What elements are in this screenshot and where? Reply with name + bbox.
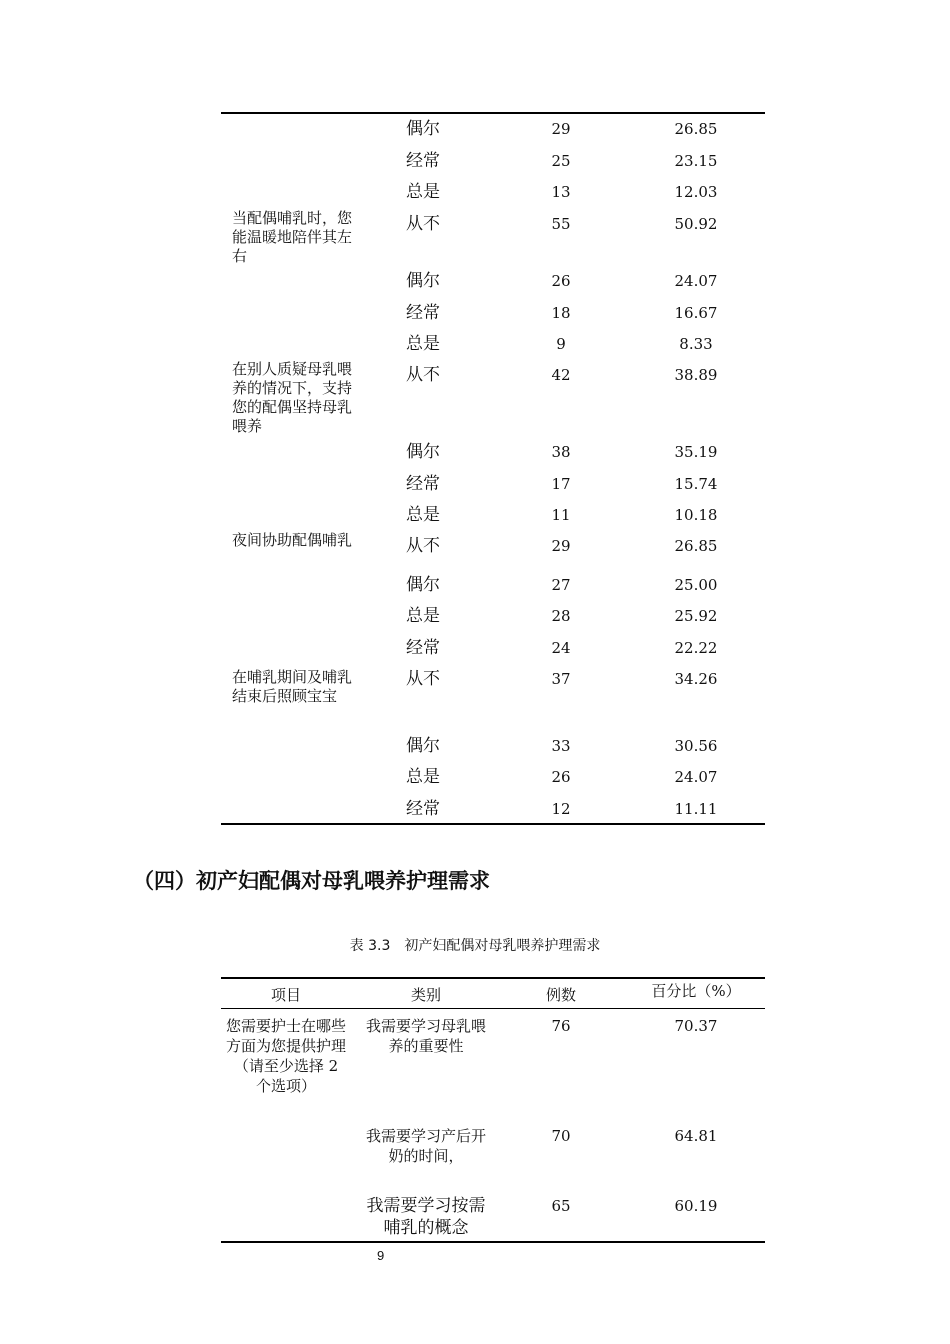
- percent-cell: 22.22: [674, 639, 718, 657]
- count-cell: 12: [551, 800, 571, 818]
- category-cell: 偶尔: [406, 442, 440, 462]
- count-cell: 13: [551, 183, 571, 201]
- item-cell: 在哺乳期间及哺乳结束后照顾宝宝: [232, 668, 353, 705]
- category-cell: 经常: [406, 474, 440, 494]
- percent-cell: 24.07: [674, 768, 718, 786]
- count-cell: 11: [551, 506, 571, 524]
- count-cell: 9: [556, 335, 566, 353]
- percent-cell: 11.11: [674, 800, 718, 818]
- percent-cell: 60.19: [674, 1197, 718, 1215]
- count-cell: 29: [551, 120, 571, 138]
- count-cell: 27: [551, 576, 571, 594]
- percent-cell: 30.56: [674, 737, 718, 755]
- category-cell: 总是: [406, 505, 440, 525]
- percent-cell: 70.37: [674, 1017, 718, 1035]
- count-cell: 28: [551, 607, 571, 625]
- percent-cell: 26.85: [674, 537, 718, 555]
- table2-top-rule: [221, 977, 765, 979]
- count-cell: 70: [551, 1127, 571, 1145]
- percent-cell: 10.18: [674, 506, 718, 524]
- count-cell: 26: [551, 768, 571, 786]
- percent-cell: 35.19: [674, 443, 718, 461]
- count-cell: 65: [551, 1197, 571, 1215]
- count-cell: 26: [551, 272, 571, 290]
- percent-cell: 8.33: [679, 335, 713, 353]
- header-percent: 百分比（%）: [651, 982, 741, 1000]
- percent-cell: 64.81: [674, 1127, 718, 1145]
- section-heading: （四）初产妇配偶对母乳喂养护理需求: [133, 869, 490, 893]
- percent-cell: 25.92: [674, 607, 718, 625]
- count-cell: 25: [551, 152, 571, 170]
- table1-bottom-rule: [221, 823, 765, 825]
- percent-cell: 16.67: [674, 304, 718, 322]
- percent-cell: 23.15: [674, 152, 718, 170]
- percent-cell: 15.74: [674, 475, 718, 493]
- item-cell: 在别人质疑母乳喂养的情况下，支持您的配偶坚持母乳喂养: [232, 360, 353, 435]
- count-cell: 37: [551, 670, 571, 688]
- percent-cell: 12.03: [674, 183, 718, 201]
- category-cell: 我需要学习产后开奶的时间，: [366, 1127, 487, 1165]
- count-cell: 38: [551, 443, 571, 461]
- header-item: 项目: [270, 986, 301, 1004]
- item-cell: 当配偶哺乳时，您能温暖地陪伴其左右: [232, 209, 353, 265]
- category-cell: 经常: [406, 303, 440, 323]
- table2-bottom-rule: [221, 1241, 765, 1243]
- table2-header-rule: [221, 1008, 765, 1009]
- item-cell: 您需要护士在哪些方面为您提供护理（请至少选择 2 个选项）: [226, 1017, 347, 1095]
- category-cell: 总是: [406, 606, 440, 626]
- category-cell: 从不: [406, 669, 440, 689]
- category-cell: 总是: [406, 334, 440, 354]
- header-count: 例数: [545, 986, 576, 1004]
- percent-cell: 38.89: [674, 366, 718, 384]
- count-cell: 24: [551, 639, 571, 657]
- category-cell: 偶尔: [406, 119, 440, 139]
- percent-cell: 25.00: [674, 576, 718, 594]
- category-cell: 从不: [406, 214, 440, 234]
- percent-cell: 26.85: [674, 120, 718, 138]
- category-cell: 我需要学习按需哺乳的概念: [366, 1196, 486, 1238]
- count-cell: 17: [551, 475, 571, 493]
- header-category: 类别: [410, 986, 441, 1004]
- category-cell: 经常: [406, 638, 440, 658]
- category-cell: 经常: [406, 151, 440, 171]
- count-cell: 55: [551, 215, 571, 233]
- page-number: 9: [377, 1248, 385, 1263]
- category-cell: 偶尔: [406, 575, 440, 595]
- category-cell: 从不: [406, 365, 440, 385]
- category-cell: 总是: [406, 182, 440, 202]
- table-caption: 表 3.3 初产妇配偶对母乳喂养护理需求: [349, 938, 601, 954]
- category-cell: 我需要学习母乳喂养的重要性: [366, 1017, 487, 1055]
- count-cell: 42: [551, 366, 571, 384]
- percent-cell: 34.26: [674, 670, 718, 688]
- count-cell: 33: [551, 737, 571, 755]
- count-cell: 29: [551, 537, 571, 555]
- category-cell: 总是: [406, 767, 440, 787]
- table1-top-rule: [221, 112, 765, 114]
- category-cell: 偶尔: [406, 271, 440, 291]
- count-cell: 18: [551, 304, 571, 322]
- count-cell: 76: [551, 1017, 571, 1035]
- category-cell: 从不: [406, 536, 440, 556]
- item-cell: 夜间协助配偶哺乳: [232, 531, 353, 549]
- category-cell: 经常: [406, 799, 440, 819]
- percent-cell: 50.92: [674, 215, 718, 233]
- percent-cell: 24.07: [674, 272, 718, 290]
- category-cell: 偶尔: [406, 736, 440, 756]
